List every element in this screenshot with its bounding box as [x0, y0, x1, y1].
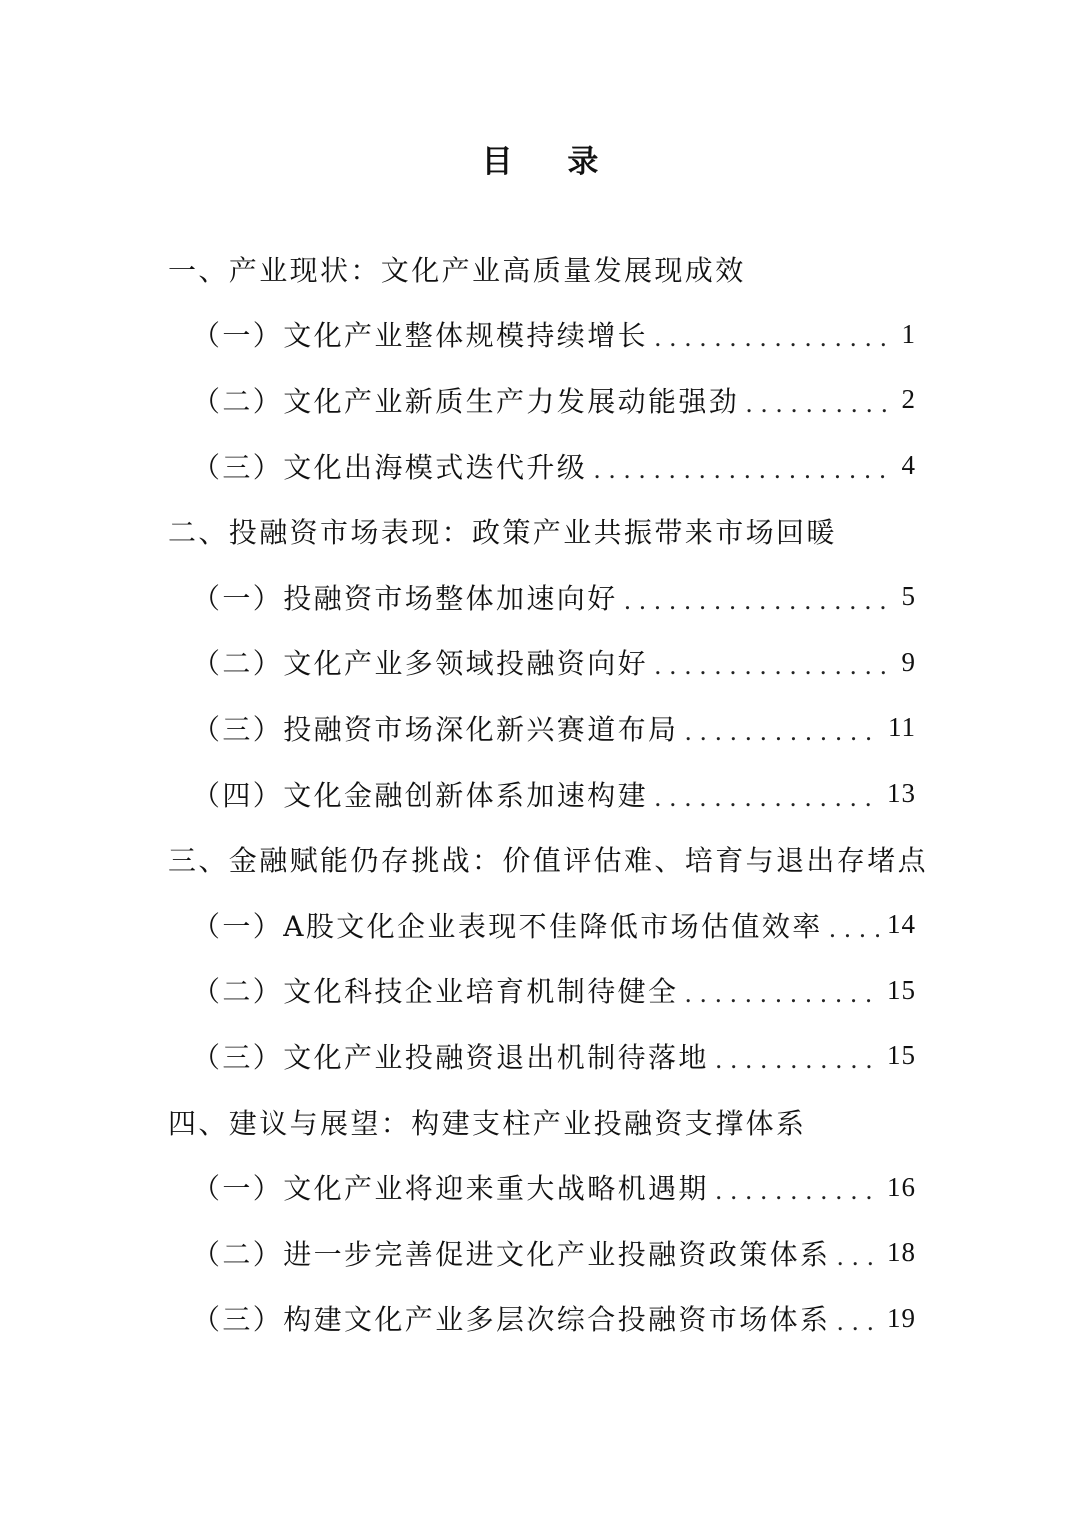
toc-page-number: 2 [901, 384, 916, 415]
toc-entry[interactable] [168, 1154, 916, 1220]
dot-leader [836, 1243, 879, 1271]
toc-section-title: 四、建议与展望：构建支柱产业投融资支撑体系 [168, 1106, 807, 1140]
toc-entry-title: （二）文化产业多领域投融资向好 [192, 647, 649, 681]
dot-leader [684, 718, 880, 746]
dot-leader [654, 652, 890, 680]
toc-entry[interactable] [168, 1023, 916, 1089]
toc-entry-title: （一）投融资市场整体加速向好 [192, 581, 618, 615]
toc-page-number: 16 [887, 1171, 916, 1202]
dot-leader [715, 1046, 879, 1074]
toc-entry[interactable] [168, 564, 916, 630]
toc-page-number: 19 [887, 1302, 916, 1333]
toc-page-number: 4 [901, 450, 916, 481]
table-of-contents [168, 236, 929, 1351]
toc-section[interactable] [168, 826, 929, 892]
toc-page-number: 14 [887, 909, 916, 940]
toc-section[interactable] [168, 236, 916, 302]
toc-page-number: 18 [887, 1237, 916, 1268]
dot-leader [836, 1308, 879, 1336]
toc-entry[interactable] [168, 1220, 916, 1286]
toc-entry-title: （三）文化产业投融资退出机制待落地 [192, 1040, 709, 1074]
toc-entry-title: （一）A股文化企业表现不佳降低市场估值效率 [192, 909, 823, 943]
toc-entry-title: （二）文化产业新质生产力发展动能强劲 [192, 384, 740, 418]
toc-entry-title: （三）构建文化产业多层次综合投融资市场体系 [192, 1303, 831, 1337]
toc-section[interactable] [168, 498, 916, 564]
dot-leader [654, 784, 879, 812]
toc-page-number: 15 [887, 1040, 916, 1071]
toc-entry-title: （二）进一步完善促进文化产业投融资政策体系 [192, 1237, 831, 1271]
toc-section-title: 二、投融资市场表现：政策产业共振带来市场回暖 [168, 516, 837, 550]
toc-entry-title: （一）文化产业将迎来重大战略机遇期 [192, 1172, 709, 1206]
toc-page-number: 9 [901, 646, 916, 677]
toc-entry[interactable] [168, 433, 916, 499]
dot-leader [684, 980, 879, 1008]
dot-leader [624, 587, 890, 615]
toc-section-title: 一、产业现状：文化产业高质量发展现成效 [168, 253, 746, 287]
toc-entry-title: （四）文化金融创新体系加速构建 [192, 778, 649, 812]
toc-entry[interactable] [168, 367, 916, 433]
dot-leader [715, 1177, 879, 1205]
toc-page-number: 11 [888, 712, 916, 743]
toc-entry[interactable] [168, 761, 916, 827]
toc-entry-title: （二）文化科技企业培育机制待健全 [192, 975, 679, 1009]
dot-leader [745, 390, 890, 418]
toc-page-number: 1 [901, 318, 916, 349]
toc-entry[interactable] [168, 958, 916, 1024]
toc-entry[interactable] [168, 1286, 916, 1352]
dot-leader [654, 324, 890, 352]
toc-entry-title: （一）文化产业整体规模持续增长 [192, 319, 649, 353]
toc-entry[interactable] [168, 892, 916, 958]
toc-page-number: 5 [901, 581, 916, 612]
toc-entry[interactable] [168, 630, 916, 696]
toc-section-title: 三、金融赋能仍存挑战：价值评估难、培育与退出存堵点 [168, 844, 929, 878]
dot-leader [593, 456, 890, 484]
toc-entry-title: （三）投融资市场深化新兴赛道布局 [192, 712, 679, 746]
page-title: 目 录 [481, 144, 621, 180]
toc-page-number: 15 [887, 974, 916, 1005]
toc-page-number: 13 [887, 778, 916, 809]
toc-entry-title: （三）文化出海模式迭代升级 [192, 450, 588, 484]
toc-section[interactable] [168, 1089, 916, 1155]
toc-entry[interactable] [168, 695, 916, 761]
dot-leader [829, 915, 879, 943]
toc-entry[interactable] [168, 302, 916, 368]
